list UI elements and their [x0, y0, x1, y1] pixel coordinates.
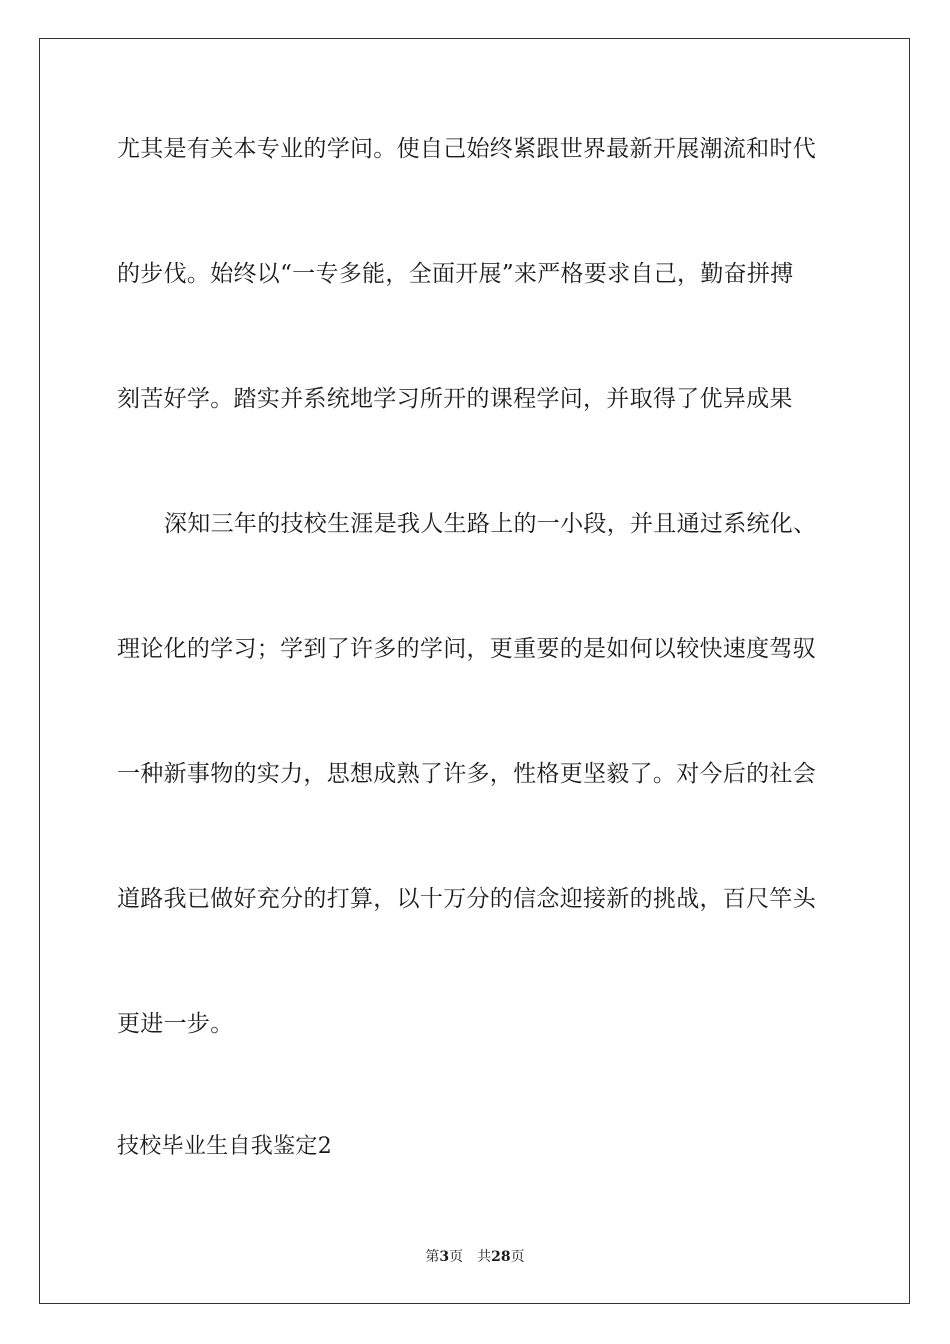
- paragraph-line: 一种新事物的实力，思想成熟了许多，性格更坚毅了。对今后的社会: [117, 761, 816, 787]
- total-prefix: 共: [477, 1249, 492, 1265]
- page-prefix: 第: [425, 1249, 440, 1265]
- paragraph-line: 理论化的学习；学到了许多的学问，更重要的是如何以较快速度驾驭: [117, 636, 816, 662]
- paragraph-line: 的步伐。始终以“一专多能，全面开展”来严格要求自己，勤奋拼搏: [117, 261, 794, 287]
- paragraph-line: 道路我已做好充分的打算，以十万分的信念迎接新的挑战，百尺竿头: [117, 886, 816, 912]
- page-suffix: 页: [449, 1249, 464, 1265]
- page-number: 3: [439, 1249, 450, 1265]
- paragraph-line: 更进一步。: [117, 1011, 234, 1037]
- total-suffix: 页: [510, 1249, 525, 1265]
- page-border: [39, 38, 910, 1304]
- paragraph-line: 刻苦好学。踏实并系统地学习所开的课程学问，并取得了优异成果: [117, 386, 793, 412]
- paragraph-line: 尤其是有关本专业的学问。使自己始终紧跟世界最新开展潮流和时代: [117, 136, 816, 162]
- total-pages: 28: [491, 1249, 511, 1265]
- paragraph-line: 深知三年的技校生涯是我人生路上的一小段，并且通过系统化、: [164, 511, 817, 537]
- page-footer: [0, 1247, 950, 1267]
- section-heading: 技校毕业生自我鉴定2: [117, 1134, 332, 1159]
